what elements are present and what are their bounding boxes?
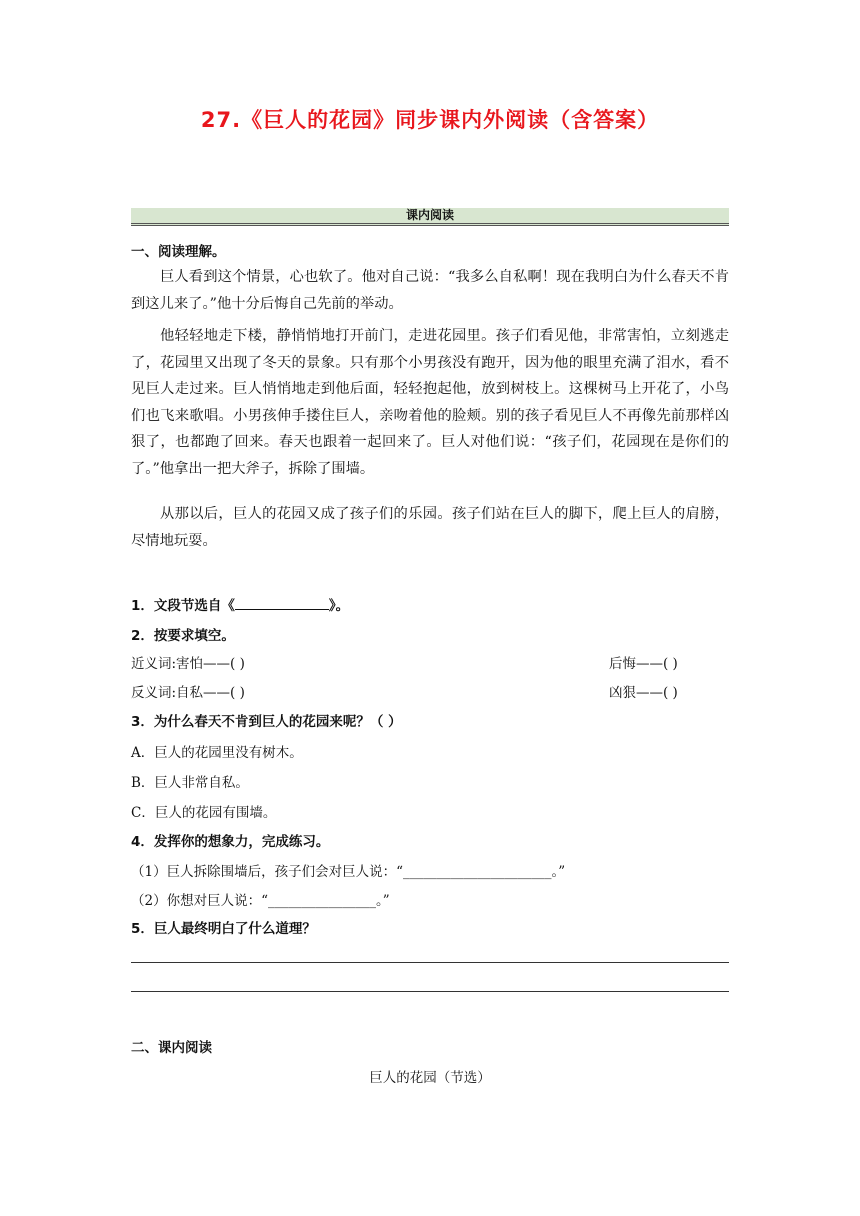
question-1-prefix: 1．文段节选自《: [131, 598, 235, 614]
synonym-left: 近义词:害怕——( ): [131, 656, 245, 672]
answer-blank[interactable]: [235, 595, 329, 610]
passage-paragraph-3: 从那以后，巨人的花园又成了孩子们的乐园。孩子们站在巨人的脚下，爬上巨人的肩膀，尽情地玩耍。: [131, 506, 729, 549]
antonym-left: 反义词:自私——( ): [131, 685, 245, 701]
page-title: 27.《巨人的花园》同步课内外阅读（含答案）: [200, 108, 660, 132]
answer-line[interactable]: [131, 962, 729, 963]
question-4-part-2: （2）你想对巨人说：“________________。”: [131, 893, 390, 909]
section-heading-1: 一、阅读理解。: [131, 244, 226, 260]
antonym-right: 凶狠——( ): [609, 685, 678, 701]
section-band: 课内阅读: [131, 208, 729, 226]
question-1-suffix: 》。: [328, 598, 350, 614]
section-heading-2: 二、课内阅读: [131, 1040, 212, 1056]
question-4-part-1: （1）巨人拆除围墙后，孩子们会对巨人说：“______________________。”: [131, 864, 566, 880]
option-b: B．巨人非常自私。: [131, 775, 249, 791]
passage-paragraph-1: 巨人看到这个情景，心也软了。他对自己说：“我多么自私啊！现在我明白为什么春天不肯到这儿来了。”他十分后悔自己先前的举动。: [131, 269, 729, 312]
question-1: [131, 594, 349, 614]
option-a: A．巨人的花园里没有树木。: [131, 745, 303, 761]
question-4: 4．发挥你的想象力，完成练习。: [131, 834, 330, 850]
answer-line[interactable]: [131, 991, 729, 992]
question-3: 3．为什么春天不肯到巨人的花园来呢？（ ）: [131, 714, 402, 730]
question-5: 5．巨人最终明白了什么道理？: [131, 921, 316, 937]
question-2: 2．按要求填空。: [131, 628, 235, 644]
passage-paragraph-2: 他轻轻地走下楼，静悄悄地打开前门，走进花园里。孩子们看见他，非常害怕，立刻逃走了，花园里又出现了冬天的景象。只有那个小男孩没有跑开，因为他的眼里充满了泪水，看不见巨人走过来。巨人悄悄地走到他后面，轻轻抱起他，放到树枝上。这棵树马上开花了，小鸟们也飞来歌唱。小男孩伸手搂住巨人，亲吻着他的脸颊。别的孩子看见巨人不再像先前那样凶狠了，也都跑了回来。春天也跟着一起回来了。巨人对他们说：“孩子们，花园现在是你们的了。”他拿出一把大斧子，拆除了围墙。: [131, 328, 729, 477]
option-c: C．巨人的花园有围墙。: [131, 805, 277, 821]
passage-subtitle: 巨人的花园（节选）: [369, 1070, 491, 1086]
synonym-right: 后悔——( ): [609, 656, 678, 672]
